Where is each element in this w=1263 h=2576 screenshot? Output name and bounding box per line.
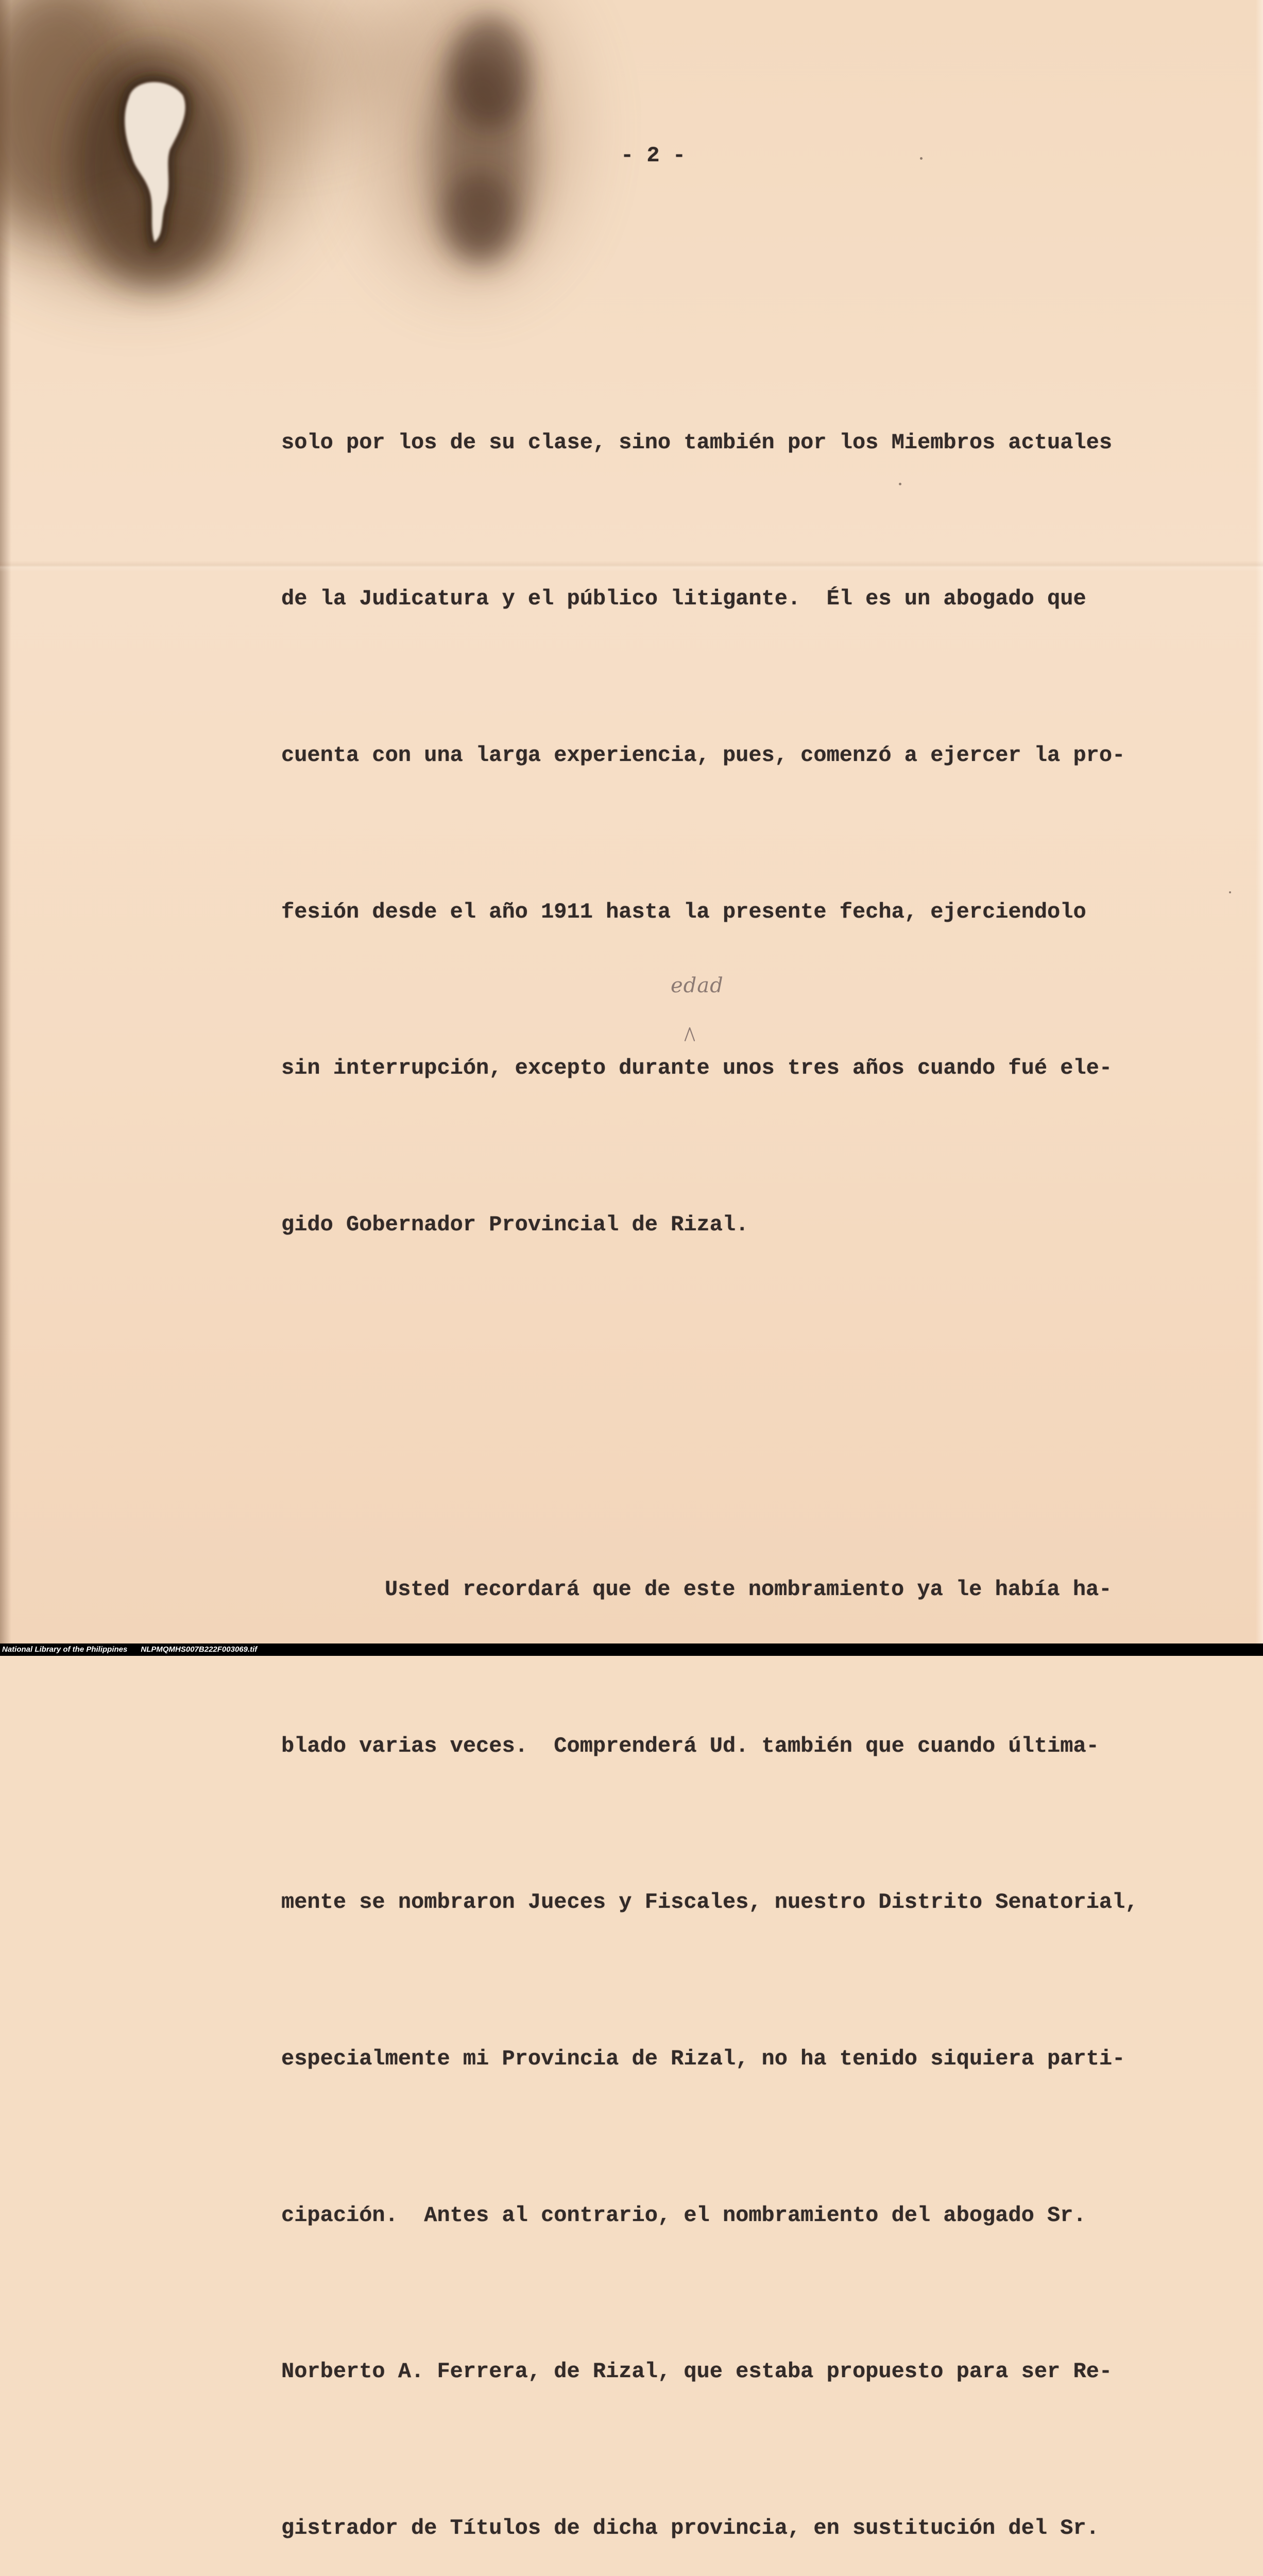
handwritten-insertion: edad [671,974,724,997]
text-line: solo por los de su clase, sino también por los Miembros actuales [281,430,1113,455]
paragraph [281,1460,1239,2576]
paragraph [281,312,1239,1355]
scan-footer [0,1643,1263,1656]
text-line: cuenta con una larga experiencia, pues, comenzó a ejercer la pro- [281,743,1125,768]
stain-right-top [448,15,531,129]
text-line: mente se nombraron Jueces y Fiscales, nuestro Distrito Senatorial, [281,1890,1138,1915]
text-line: blado varias veces. Comprenderá Ud. también que cuando última- [281,1733,1099,1758]
text-line: Usted recordará que de este nombramiento ya le había ha- [385,1577,1112,1602]
footer-filename: NLPMQMHS007B222F003069.tif [141,1645,258,1654]
text-line: cipación. Antes al contrario, el nombramiento del abogado Sr. [281,2202,1086,2228]
text-line: fesión desde el año 1911 hasta la presente fecha, ejerciendolo [281,899,1086,924]
text-line: Norberto A. Ferrera, de Rizal, que estaba propuesto para ser Re- [281,2359,1113,2384]
letter-body [281,208,1239,2576]
page-number: - 2 - [621,143,686,168]
text-line: gistrador de Títulos de dicha provincia, en sustitución del Sr. [281,2515,1099,2540]
ink-speck [920,157,923,160]
caret-mark-icon [684,1027,695,1041]
footer-library-label: National Library of the Philippines [2,1645,128,1654]
scan-edge-highlight [1256,0,1263,1643]
text-line: especialmente mi Provincia de Rizal, no ha tenido siquiera parti- [281,2046,1125,2071]
text-line: de la Judicatura y el público litigante. Él es un abogado que [281,586,1086,612]
text-line: sin interrupción, excepto durante unos tres años cuando fué ele- [281,1056,1113,1081]
text-line: gido Gobernador Provincial de Rizal. [281,1212,749,1237]
